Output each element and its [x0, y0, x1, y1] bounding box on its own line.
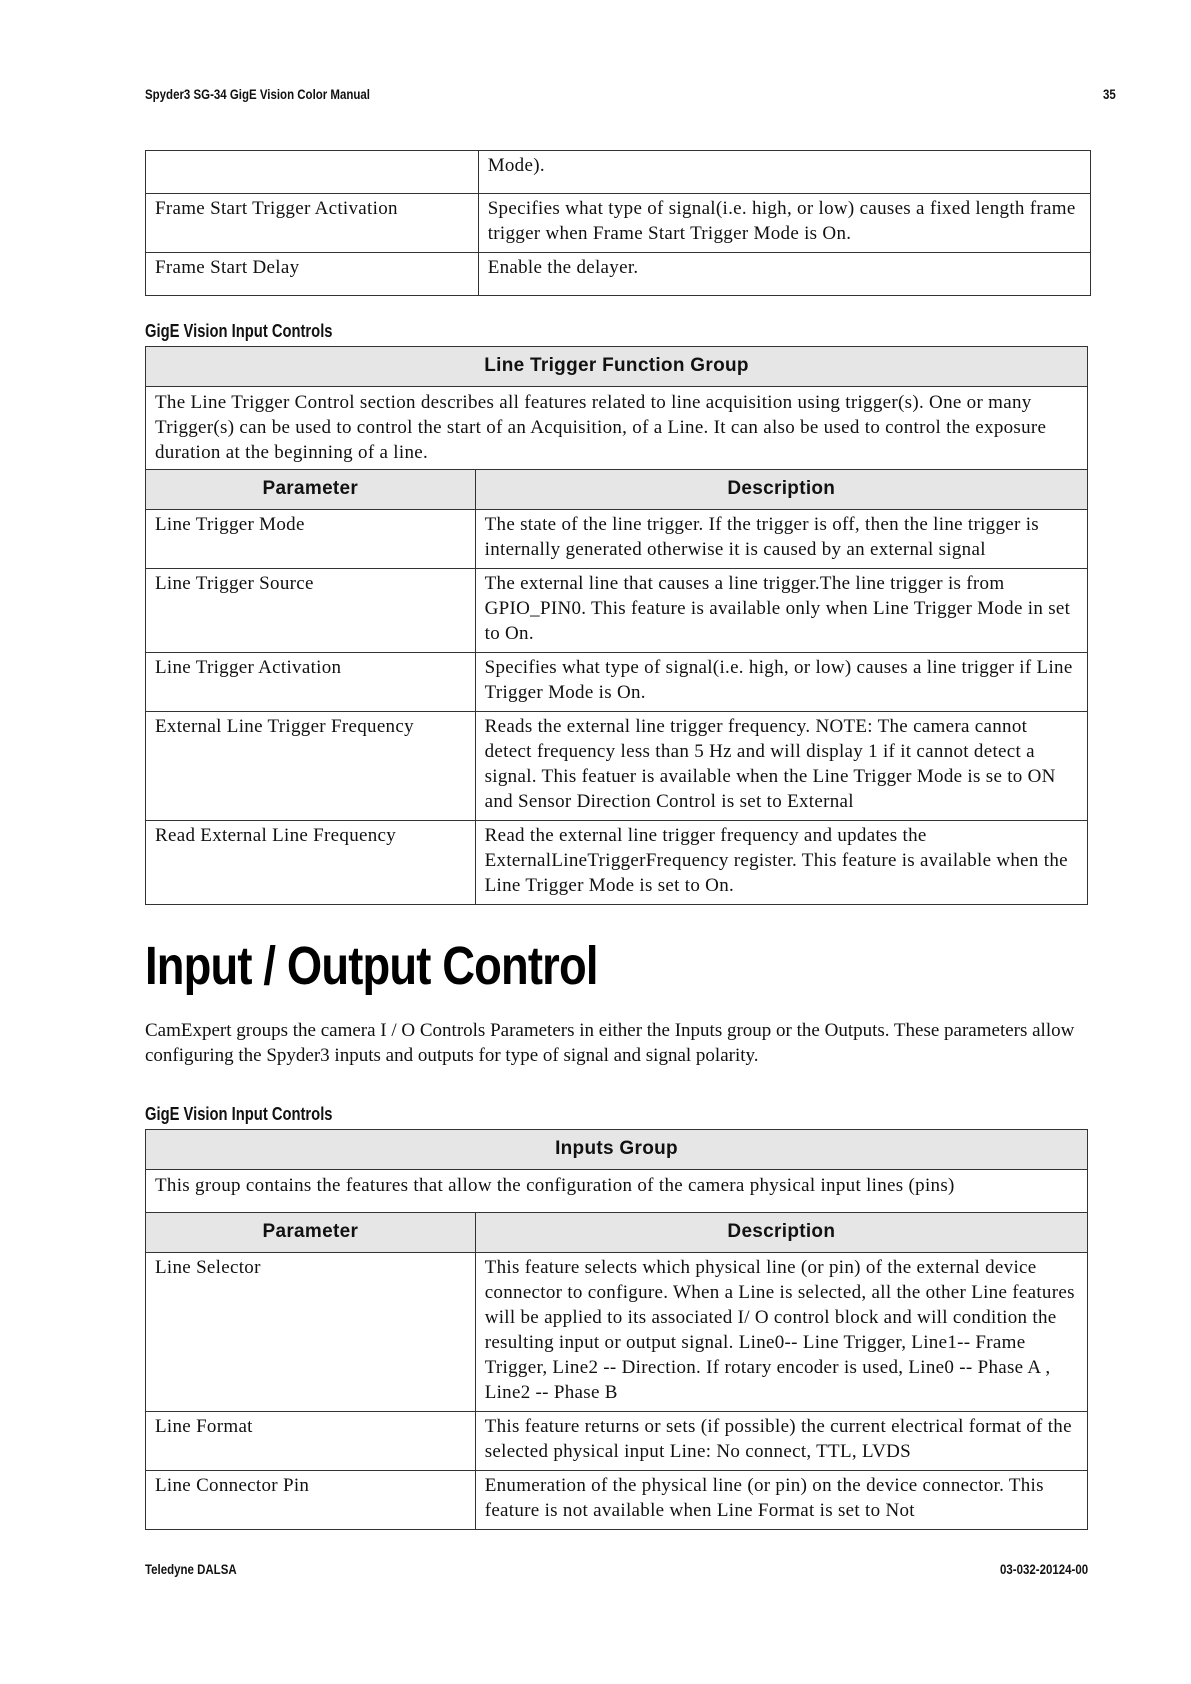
table-row — [146, 1412, 1088, 1471]
desc-cell: Read the external line trigger frequency and updates the ExternalLineTriggerFrequency register. This feature is available when the Line Trigger Mode is set to On. — [475, 821, 1087, 905]
footer-company: Teledyne DALSA — [145, 1561, 237, 1577]
param-cell: Line Trigger Source — [146, 569, 476, 653]
column-header-row — [146, 470, 1088, 510]
desc-cell: Specifies what type of signal(i.e. high, or low) causes a fixed length frame trigger when Frame Start Trigger Mode is On. — [478, 194, 1090, 253]
running-header-title: Spyder3 SG-34 GigE Vision Color Manual — [145, 86, 370, 102]
table-row — [146, 194, 1091, 253]
line-trigger-table — [145, 346, 1088, 905]
param-cell: Frame Start Trigger Activation — [146, 194, 479, 253]
table-title-row — [146, 1130, 1088, 1170]
desc-cell: Reads the external line trigger frequency. NOTE: The camera cannot detect frequency less than 5 Hz and will display 1 if it cannot detect a signal. This featuer is available when the Line Trigger Mode is se to ON and Sensor Direction Control is set to External — [475, 712, 1087, 821]
section-paragraph: CamExpert groups the camera I / O Controls Parameters in either the Inputs group or the Outputs. These parameters allow configuring the Spyder3 inputs and outputs for type of signal and signal polarity. — [145, 1020, 1075, 1066]
table-row — [146, 821, 1088, 905]
table-row — [146, 253, 1091, 296]
param-cell: Frame Start Delay — [146, 253, 479, 296]
desc-cell: The state of the line trigger. If the trigger is off, then the line trigger is internally generated otherwise it is caused by an external signal — [475, 510, 1087, 569]
param-cell: Line Trigger Mode — [146, 510, 476, 569]
column-header-description: Description — [475, 1213, 1087, 1253]
group-intro: This group contains the features that allow the configuration of the camera physical input lines (pins) — [146, 1170, 1088, 1213]
page-number: 35 — [1103, 86, 1116, 102]
table-row — [146, 1253, 1088, 1412]
desc-cell: Specifies what type of signal(i.e. high, or low) causes a line trigger if Line Trigger Mode is On. — [475, 653, 1087, 712]
param-cell: Line Selector — [146, 1253, 476, 1412]
group-intro: The Line Trigger Control section describes all features related to line acquisition using trigger(s). One or many Trigger(s) can be used to control the start of an Acquisition, of a Line. It can also be used to control the exposure duration at the beginning of a line. — [146, 387, 1088, 470]
table-row — [146, 1471, 1088, 1530]
section-label: GigE Vision Input Controls — [145, 1104, 333, 1124]
table-row — [146, 569, 1088, 653]
param-cell — [146, 151, 479, 194]
desc-cell: Enumeration of the physical line (or pin) on the device connector. This feature is not available when Line Format is set to Not — [475, 1471, 1087, 1530]
desc-cell: This feature selects which physical line (or pin) of the external device connector to configure. When a Line is selected, all the other Line features will be applied to its associated I/ O control block and will condition the resulting input or output signal. Line0-- Line Trigger, Line1-- Frame Trigger, Line2 -- Direction. If rotary encoder is used, Line0 -- Phase A , Line2 -- Phase B — [475, 1253, 1087, 1412]
param-cell: Read External Line Frequency — [146, 821, 476, 905]
table-intro-row — [146, 387, 1088, 470]
footer-doc-number: 03-032-20124-00 — [1000, 1561, 1089, 1577]
column-header-parameter: Parameter — [146, 1213, 476, 1253]
frame-trigger-table-continued — [145, 150, 1091, 296]
desc-cell: Enable the delayer. — [478, 253, 1090, 296]
desc-cell: Mode). — [478, 151, 1090, 194]
section-label: GigE Vision Input Controls — [145, 321, 333, 341]
desc-cell: The external line that causes a line trigger.The line trigger is from GPIO_PIN0. This feature is available only when Line Trigger Mode in set to On. — [475, 569, 1087, 653]
param-cell: Line Trigger Activation — [146, 653, 476, 712]
column-header-row — [146, 1213, 1088, 1253]
group-title: Inputs Group — [146, 1130, 1088, 1170]
table-title-row — [146, 347, 1088, 387]
inputs-group-table — [145, 1129, 1088, 1530]
column-header-description: Description — [475, 470, 1087, 510]
table-row — [146, 510, 1088, 569]
column-header-parameter: Parameter — [146, 470, 476, 510]
section-heading: Input / Output Control — [145, 936, 598, 996]
desc-cell: This feature returns or sets (if possible) the current electrical format of the selected physical input Line: No connect, TTL, LVDS — [475, 1412, 1087, 1471]
table-row — [146, 712, 1088, 821]
param-cell: Line Connector Pin — [146, 1471, 476, 1530]
table-row — [146, 151, 1091, 194]
group-title: Line Trigger Function Group — [146, 347, 1088, 387]
param-cell: External Line Trigger Frequency — [146, 712, 476, 821]
param-cell: Line Format — [146, 1412, 476, 1471]
table-intro-row — [146, 1170, 1088, 1213]
table-row — [146, 653, 1088, 712]
